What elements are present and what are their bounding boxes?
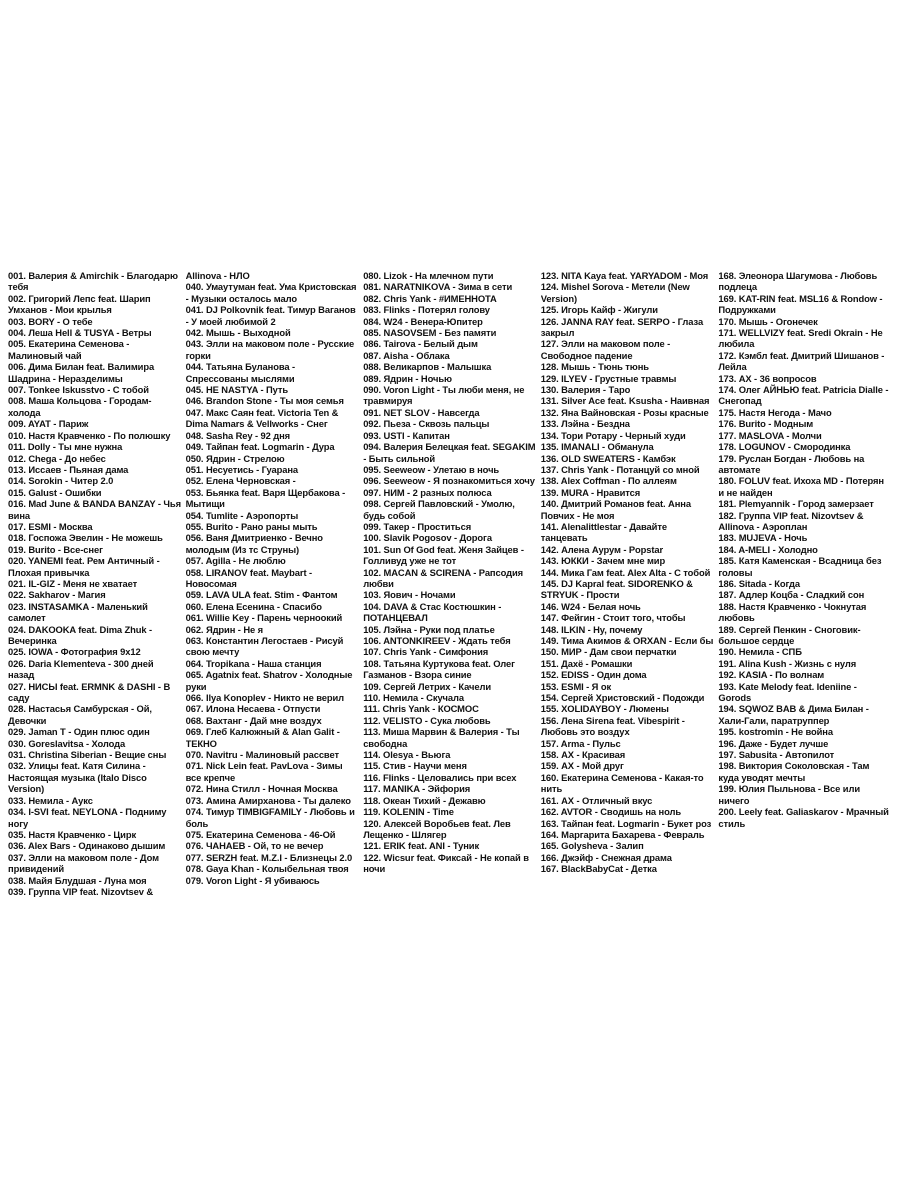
track-entry: 011. Dolly - Ты мне нужна: [8, 441, 123, 453]
track-entry: 044. Татьяна Буланова - Спрессованы мыслями: [185, 361, 296, 384]
track-entry: 019. Burito - Все-снег: [8, 543, 103, 555]
track-entry: 057. Agilla - Не люблю: [185, 555, 286, 567]
track-entry: 078. Gaya Khan - Колыбельная твоя: [185, 863, 349, 875]
track-entry: 095. Seeweow - Улетаю в ночь: [363, 463, 500, 475]
track-entry: 029. Jaman T - Один плюс один: [8, 726, 150, 738]
track-entry: 047. Макс Саян feat. Victoria Ten & Dima Namars & Vellworks - Снег: [185, 406, 339, 430]
track-entry: 052. Елена Черновская -: [185, 475, 296, 487]
track-entry: 167. BlackBabyCat - Детка: [540, 863, 657, 875]
track-entry: 191. Alina Kush - Жизнь с нуля: [718, 657, 857, 669]
track-entry: 022. Sakharov - Магия: [8, 589, 106, 601]
track-entry: 062. Ядрин - Не я: [185, 623, 263, 635]
track-entry: Allinova - НЛО: [185, 270, 250, 281]
track-entry: 075. Екатерина Семенова - 46-Ой: [185, 828, 336, 840]
track-entry: 181. Plemyannik - Город замерзает: [718, 498, 874, 510]
track-entry: 198. Виктория Соколовская - Там куда уводят мечты: [718, 760, 870, 783]
track-entry: 025. IOWA - Фотография 9x12: [8, 646, 141, 658]
track-entry: 032. Улицы feat. Катя Силина - Настоящая музыка (Italo Disco Version): [8, 760, 147, 795]
track-entry: 097. НИМ - 2 разных полюса: [363, 486, 492, 498]
track-entry: 017. ESMI - Москва: [8, 520, 93, 532]
track-entry: 111. Chris Yank - КОСМОС: [363, 703, 479, 715]
track-entry: 049. Тайпан feat. Logmarin - Дура: [185, 441, 335, 453]
track-entry: 163. Тайпан feat. Logmarin - Букет роз: [540, 817, 712, 829]
track-entry: 134. Тори Ротару - Черный худи: [540, 429, 686, 441]
track-entry: 165. Golysheva - Залип: [540, 840, 644, 852]
track-entry: 050. Ядрин - Стрелою: [185, 452, 285, 464]
track-entry: 152. EDISS - Один дома: [540, 669, 647, 681]
track-entry: 090. Voron Light - Ты люби меня, не травмируя: [363, 384, 525, 407]
track-entry: 151. Дахё - Ромашки: [540, 657, 633, 669]
track-entry: 199. Юлия Пыльнова - Все или ничего: [718, 783, 860, 806]
track-entry: 102. MACAN & SCIRENA - Рапсодия любви: [363, 566, 523, 589]
track-entry: 166. Джэйф - Снежная драма: [540, 851, 672, 863]
track-entry: 056. Ваня Дмитриенко - Вечно молодым (Из тс Струны): [185, 532, 323, 555]
track-entry: 033. Немила - Аукс: [8, 794, 93, 806]
track-entry: 098. Сергей Павловский - Умолю, будь собой: [363, 498, 515, 521]
track-entry: 066. Ilya Konoplev - Никто не верил: [185, 692, 345, 704]
track-entry: 109. Сергей Летрих - Качели: [363, 680, 492, 692]
track-entry: 080. Lizok - На млечном пути: [363, 270, 494, 281]
track-entry: 045. НЕ NASTYA - Путь: [185, 384, 289, 396]
track-entry: 046. Brandon Stone - Ты моя семья: [185, 395, 344, 407]
track-entry: 002. Григорий Лепс feat. Шарип Умханов - Мои крылья: [8, 292, 151, 316]
track-entry: 189. Сергей Пенкин - Сноговик-большое сердце: [718, 623, 861, 646]
track-entry: 040. Умаутуман feat. Ума Кристовская - Музыки осталось мало: [185, 281, 357, 304]
track-entry: 107. Chris Yank - Симфония: [363, 646, 489, 658]
track-entry: 024. DAKOOKA feat. Dima Zhuk - Вечеринка: [8, 623, 153, 646]
track-entry: 173. АХ - 36 вопросов: [718, 372, 817, 384]
track-entry: 120. Алексей Воробьев feat. Лев Лещенко - Шлягер: [363, 817, 511, 840]
track-entry: 112. VELISTO - Сука любовь: [363, 714, 491, 726]
track-entry: 051. Несуетись - Гуарана: [185, 463, 299, 475]
track-entry: 010. Настя Кравченко - По полюшку: [8, 429, 171, 441]
track-entry: 124. Mishel Sorova - Метели (New Version): [540, 281, 690, 304]
track-entry: 187. Адлер Коцба - Сладкий сон: [718, 589, 865, 601]
track-entry: 156. Лена Sirena feat. Vibespirit - Любовь это воздух: [540, 714, 685, 738]
track-entry: 138. Alex Coffman - По аллеям: [540, 475, 677, 487]
track-entry: 003. BORY - О тебе: [8, 315, 93, 327]
track-entry: 093. USTI - Капитан: [363, 429, 450, 441]
track-entry: 140. Дмитрий Романов feat. Анна Повчих - Не моя: [540, 498, 691, 521]
track-entry: 200. Leely feat. Galiaskarov - Мрачный стиль: [718, 806, 889, 829]
track-entry: 015. Galust - Ошибки: [8, 486, 102, 498]
track-entry: 081. NARATNIKOVA - Зима в сети: [363, 281, 513, 293]
tracklist-sheet: [8, 270, 892, 950]
track-entry: 041. DJ Polkovnik feat. Тимур Ваганов - У моей любимой 2: [185, 304, 356, 327]
track-entry: 190. Немила - СПБ: [718, 646, 802, 658]
track-entry: 142. Алена Аурум - Popstar: [540, 543, 664, 555]
track-entry: 147. Фейгин - Стоит того, чтобы: [540, 612, 686, 624]
track-entry: 026. Daria Klementeva - 300 дней назад: [8, 657, 154, 681]
track-entry: 089. Ядрин - Ночью: [363, 372, 452, 384]
track-entry: 105. Лэйна - Руки под платье: [363, 623, 495, 635]
track-entry: 094. Валерия Белецкая feat. SEGAKIM - Быть сильной: [363, 441, 536, 464]
track-entry: 007. Tonkee Iskusstvo - С тобой: [8, 384, 149, 396]
track-entry: 130. Валерия - Таро: [540, 384, 631, 396]
track-entry: 009. AYAT - Париж: [8, 418, 89, 430]
track-entry: 146. W24 - Белая ночь: [540, 600, 641, 612]
track-entry: 069. Глеб Калюжный & Alan Galit - ТЕКНО: [185, 726, 340, 749]
track-entry: 043. Элли на маковом поле - Русские горки: [185, 338, 355, 361]
track-entry: 129. ILYEV - Грустные травмы: [540, 372, 677, 384]
track-entry: 197. Sabusita - Автопилот: [718, 749, 835, 761]
track-entry: 117. MANIKA - Эйфория: [363, 783, 471, 795]
track-entry: 123. NITA Kaya feat. YARYADOM - Моя: [540, 270, 709, 281]
track-entry: 169. KAT-RIN feat. MSL16 & Rondow - Подружками: [718, 292, 883, 316]
track-entry: 038. Майя Блудшая - Луна моя: [8, 874, 147, 886]
track-entry: 014. Sorokin - Читер 2.0: [8, 475, 114, 487]
track-entry: 060. Елена Есенина - Спасибо: [185, 600, 322, 612]
track-entry: 059. LAVA ULA feat. Stim - Фантом: [185, 589, 338, 601]
track-entry: 039. Группа VIP feat. Nizovtsev &: [8, 885, 154, 897]
track-entry: 168. Элеонора Шагумова - Любовь подлеца: [718, 270, 878, 293]
track-entry: 122. Wicsur feat. Фиксай - Не копай в ночи: [363, 851, 529, 875]
track-entry: 018. Госпожа Эвелин - Не можешь: [8, 532, 163, 544]
track-entry: 183. MUJEVA - Ночь: [718, 532, 808, 544]
track-entry: 008. Маша Кольцова - Городам-холода: [8, 395, 152, 418]
track-entry: 143. ЮККИ - Зачем мне мир: [540, 555, 666, 567]
track-entry: 178. LOGUNOV - Смородинка: [718, 441, 851, 453]
track-entry: 119. KOLENIN - Time: [363, 806, 454, 818]
track-entry: 004. Леша Hell & TUSYA - Ветры: [8, 327, 152, 339]
track-entry: 079. Voron Light - Я убиваюсь: [185, 874, 320, 886]
track-entry: 180. FOLUV feat. Ихоха MD - Потерян и не найден: [718, 475, 884, 498]
track-entry: 137. Chris Yank - Потанцуй со мной: [540, 463, 700, 475]
track-entry: 068. Вахтанг - Дай мне воздух: [185, 714, 322, 726]
track-entry: 012. Chega - До небес: [8, 452, 106, 464]
track-entry: 136. OLD SWEATERS - Камбэк: [540, 452, 676, 464]
track-entry: 179. Руслан Богдан - Любовь на автомате: [718, 452, 865, 475]
track-entry: 128. Мышь - Тюнь тюнь: [540, 361, 649, 373]
track-entry: 101. Sun Of God feat. Женя Зайцев - Голливуд уже не тот: [363, 543, 524, 567]
track-entry: 100. Slavik Pogosov - Дорога: [363, 532, 492, 544]
track-entry: 061. Willie Key - Парень черноокий: [185, 612, 343, 624]
track-entry: 195. kostromin - Не война: [718, 726, 833, 738]
track-entry: 021. IL-GIZ - Меня не хватает: [8, 577, 138, 589]
track-entry: 055. Burito - Рано раны мыть: [185, 520, 318, 532]
track-entry: 037. Элли на маковом поле - Дом привидений: [8, 851, 159, 875]
track-entry: 071. Nick Lein feat. PavLova - Зимы все крепче: [185, 760, 343, 783]
track-entry: 065. Agatnix feat. Shatrov - Холодные руки: [185, 669, 353, 692]
track-entry: 087. Aisha - Облака: [363, 349, 450, 361]
track-entry: 157. Arma - Пульс: [540, 737, 621, 749]
track-entry: 042. Мышь - Выходной: [185, 327, 291, 339]
track-entry: 126. JANNA RAY feat. SERPO - Глаза закрыл: [540, 315, 704, 339]
track-entry: 092. Пьеза - Сквозь пальцы: [363, 418, 490, 430]
track-entry: 193. Kate Melody feat. Ideniine - Gorods: [718, 680, 857, 704]
track-entry: 106. ANTONKIREEV - Ждать тебя: [363, 635, 511, 646]
tracklist-column-4: [541, 270, 715, 950]
track-entry: 031. Christina Siberian - Вещие сны: [8, 749, 167, 761]
track-entry: 194. SQWOZ BAB & Дима Билан - Хали-Гали, паратруппер: [718, 703, 869, 726]
track-entry: 077. SERZH feat. M.Z.I - Близнецы 2.0: [185, 851, 353, 863]
track-entry: 072. Нина Стилл - Ночная Москва: [185, 783, 338, 795]
track-entry: 063. Константин Легостаев - Рисуй свою мечту: [185, 635, 344, 658]
track-entry: 177. MASLOVA - Молчи: [718, 429, 822, 441]
track-entry: 084. W24 - Венера-Юпитер: [363, 315, 483, 327]
track-entry: 182. Группа VIP feat. Nizovtsev & Allinova - Аэроплан: [718, 509, 864, 532]
track-entry: 053. Бьянка feat. Варя Щербакова - Мытищи: [185, 486, 346, 510]
track-entry: 176. Burito - Модным: [718, 418, 814, 430]
track-entry: 141. Alenalittlestar - Давайте танцевать: [540, 520, 667, 544]
track-entry: 115. Стив - Научи меня: [363, 760, 467, 772]
track-entry: 083. Flinks - Потерял голову: [363, 304, 490, 316]
tracklist-column-2: [186, 270, 360, 950]
track-entry: 162. AVTOR - Сводишь на ноль: [540, 806, 682, 818]
track-entry: 091. NET SLOV - Навсегда: [363, 406, 480, 418]
track-entry: 133. Лэйна - Бездна: [540, 418, 630, 430]
track-entry: 088. Великарпов - Малышка: [363, 361, 492, 373]
track-entry: 186. Sitada - Когда: [718, 577, 800, 589]
tracklist-column-1: [8, 270, 182, 950]
track-entry: 104. DAVA & Стас Костюшкин - ПОТАНЦЕВАЛ: [363, 600, 502, 624]
track-entry: 144. Мика Гам feat. Alex Alta - С тобой: [540, 566, 711, 578]
track-entry: 076. ЧАНАЕВ - Ой, то не вечер: [185, 840, 324, 852]
track-entry: 073. Амина Амирханова - Ты далеко: [185, 794, 351, 806]
track-entry: 154. Сергей Христовский - Подожди: [540, 692, 705, 704]
track-entry: 125. Игорь Кайф - Жигули: [540, 304, 658, 316]
track-entry: 116. Flinks - Целовались при всех: [363, 771, 517, 783]
track-entry: 149. Тима Акимов & ORXAN - Если бы: [540, 635, 714, 646]
track-entry: 110. Немила - Скучала: [363, 692, 464, 704]
track-entry: 006. Дима Билан feat. Валимира Шадрина - Неразделимы: [8, 361, 155, 384]
track-entry: 135. IMANALI - Обманула: [540, 441, 654, 453]
track-entry: 171. WELLVIZY feat. Sredi Okrain - Не любила: [718, 327, 883, 350]
track-entry: 034. I-SVI feat. NEYLONA - Подниму ногу: [8, 806, 167, 829]
track-entry: 118. Океан Тихий - Дежавю: [363, 794, 486, 806]
track-entry: 085. NASOVSEM - Без памяти: [363, 327, 497, 339]
tracklist-column-5: [718, 270, 892, 950]
track-entry: 145. DJ Kapral feat. SIDORENKO & STRYUK - Прости: [540, 577, 693, 601]
track-entry: 036. Alex Bars - Одинаково дышим: [8, 840, 166, 852]
track-entry: 175. Настя Негода - Мачо: [718, 406, 832, 418]
track-entry: 196. Даже - Будет лучше: [718, 737, 829, 749]
track-entry: 035. Настя Кравченко - Цирк: [8, 828, 137, 840]
track-entry: 028. Настасья Самбурская - Ой, Девочки: [8, 703, 152, 726]
track-entry: 103. Яович - Ночами: [363, 589, 456, 601]
track-entry: 030. Goreslavitsa - Холода: [8, 737, 126, 749]
track-entry: 016. Mad June & BANDA BANZAY - Чья вина: [8, 498, 181, 521]
track-entry: 161. АХ - Отличный вкус: [540, 794, 653, 806]
track-entry: 114. Olesya - Вьюга: [363, 749, 451, 761]
track-entry: 188. Настя Кравченко - Чокнутая любовь: [718, 600, 867, 624]
track-entry: 082. Chris Yank - #ИМЕННОТА: [363, 292, 497, 304]
track-entry: 013. Иссаев - Пьяная дама: [8, 463, 129, 475]
track-entry: 174. Олег АЙНЬЮ feat. Patricia Dialle - Снегопад: [718, 384, 889, 407]
track-entry: 170. Мышь - Огонечек: [718, 315, 818, 327]
track-entry: 064. Tropikana - Наша станция: [185, 657, 322, 669]
track-entry: 184. A-MELI - Холодно: [718, 543, 818, 555]
track-entry: 153. ESMI - Я ок: [540, 680, 612, 692]
track-entry: 192. KASIA - По волнам: [718, 669, 825, 681]
track-entry: 155. XOLIDAYBOY - Люмены: [540, 703, 669, 715]
track-entry: 005. Екатерина Семенова - Малиновый чай: [8, 338, 130, 361]
track-entry: 150. МИР - Дам свои перчатки: [540, 646, 677, 658]
track-entry: 070. Navitru - Малиновый рассвет: [185, 749, 339, 761]
track-entry: 074. Тимур TIMBIGFAMILY - Любовь и боль: [185, 806, 355, 829]
track-entry: 096. Seeweow - Я познакомиться хочу: [363, 475, 535, 487]
track-entry: 027. НИСЫ feat. ERMNK & DASHI - В саду: [8, 680, 171, 704]
track-entry: 148. ILKIN - Ну, почему: [540, 623, 643, 635]
track-entry: 127. Элли на маковом поле - Свободное падение: [540, 338, 671, 361]
track-entry: 139. MURA - Нравится: [540, 486, 641, 498]
track-entry: 108. Татьяна Куртукова feat. Олег Газманов - Взора синие: [363, 657, 515, 681]
track-entry: 159. АХ - Мой друг: [540, 760, 624, 772]
track-entry: 023. INSTASAMKA - Маленький самолет: [8, 600, 148, 624]
track-entry: 086. Tairova - Белый дым: [363, 338, 478, 350]
track-entry: 058. LIRANOV feat. Maybart - Новосомая: [185, 566, 312, 589]
track-entry: 164. Маргарита Бахарева - Февраль: [540, 828, 705, 840]
track-entry: 054. Tumlite - Аэропорты: [185, 509, 299, 521]
track-entry: 113. Миша Марвин & Валерия - Ты свободна: [363, 726, 520, 749]
track-entry: 131. Silver Ace feat. Ksusha - Наивная: [540, 395, 710, 407]
track-entry: 172. Кэмбл feat. Дмитрий Шишанов - Лейла: [718, 349, 885, 373]
track-entry: 001. Валерия & Amirchik - Благодарю тебя: [8, 270, 178, 293]
track-entry: 158. АХ - Красивая: [540, 749, 626, 761]
track-entry: 160. Екатерина Семенова - Какая-то нить: [540, 771, 704, 795]
track-entry: 132. Яна Вайновская - Розы красные: [540, 406, 709, 418]
track-entry: 048. Sasha Rey - 92 дня: [185, 429, 291, 441]
track-entry: 020. YANEMI feat. Рем Античный - Плохая привычка: [8, 555, 160, 578]
track-entry: 099. Такер - Проститься: [363, 520, 472, 532]
track-entry: 121. ERIK feat. ANI - Туник: [363, 840, 480, 852]
tracklist-column-3: [363, 270, 537, 950]
track-entry: 067. Илона Несаева - Отпусти: [185, 703, 321, 715]
track-entry: 185. Катя Каменская - Всадница без головы: [718, 555, 882, 578]
